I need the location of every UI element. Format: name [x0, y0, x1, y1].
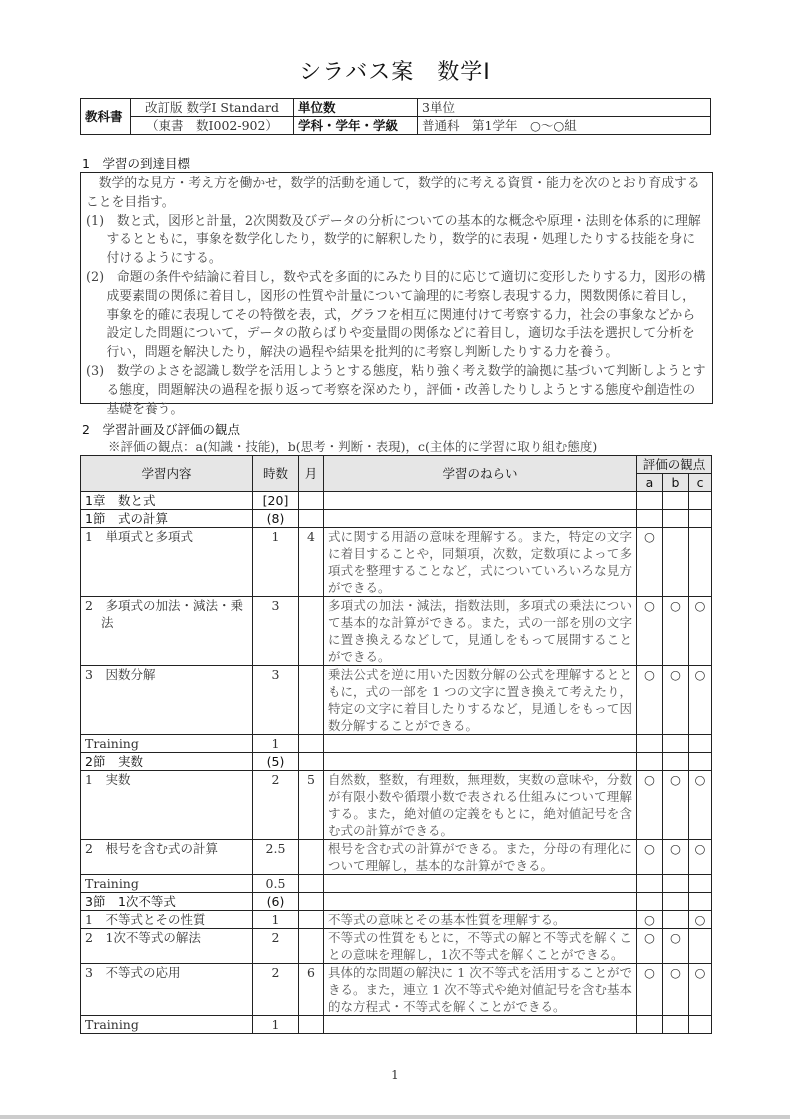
- goal-cell: [324, 875, 637, 893]
- page-edge: [0, 1115, 790, 1119]
- content-cell: 3節 1次不等式: [81, 893, 253, 911]
- eval-b-cell: ○: [663, 964, 689, 1016]
- header-eval: 評価の観点: [637, 456, 712, 474]
- eval-c-cell: ○: [689, 964, 712, 1016]
- training-row: [81, 1016, 712, 1034]
- goal-cell: 不等式の性質をもとに，不等式の解と不等式を解くことの意味を理解し，1次不等式を解くことができる。: [324, 929, 637, 964]
- section-row: [81, 492, 712, 510]
- header-month: 月: [299, 456, 324, 492]
- goal-cell: [324, 735, 637, 753]
- units-value: 3単位: [418, 99, 711, 117]
- content-cell: 1 実数: [81, 771, 253, 840]
- hours-cell: 3: [253, 666, 299, 735]
- month-cell: [299, 735, 324, 753]
- class-value: 普通科 第1学年 ○～○組: [418, 117, 711, 135]
- goal-cell: [324, 893, 637, 911]
- section-row: [81, 893, 712, 911]
- month-cell: [299, 597, 324, 666]
- goal-cell: 多項式の加法・減法，指数法則，多項式の乗法について基本的な計算ができる。また，式の一部を別の文字に置き換えるなどして，見通しをもって展開することができる。: [324, 597, 637, 666]
- eval-c-cell: [689, 492, 712, 510]
- month-cell: [299, 492, 324, 510]
- month-cell: [299, 893, 324, 911]
- class-label: 学科・学年・学級: [294, 117, 418, 135]
- eval-c-cell: [689, 875, 712, 893]
- objectives-box: [80, 172, 713, 417]
- eval-b-cell: [663, 510, 689, 528]
- goal-cell: 自然数，整数，有理数，無理数，実数の意味や，分数が有限小数や循環小数で表される仕組みについて理解する。また，絶対値の定義をもとに，絶対値記号を含む式の計算ができる。: [324, 771, 637, 840]
- goal-cell: 乗法公式を逆に用いた因数分解の公式を理解するとともに，式の一部を 1 つの文字に置き換えて考えたり，特定の文字に着目したりするなど，見通しをもって因数分解することができる。: [324, 666, 637, 735]
- hours-cell: 2: [253, 771, 299, 840]
- lesson-row: [81, 964, 712, 1016]
- eval-c-cell: [689, 735, 712, 753]
- eval-b-cell: ○: [663, 666, 689, 735]
- content-cell: 1 単項式と多項式: [81, 528, 253, 597]
- lesson-row: [81, 840, 712, 875]
- hours-cell: 3: [253, 597, 299, 666]
- eval-c-cell: ○: [689, 771, 712, 840]
- content-cell: 2 根号を含む式の計算: [81, 840, 253, 875]
- lesson-row: [81, 528, 712, 597]
- page-number: 1: [391, 1068, 399, 1082]
- goal-cell: 具体的な問題の解決に 1 次不等式を活用することができる。また，連立 1 次不等式や絶対値記号を含む基本的な方程式・不等式を解くことができる。: [324, 964, 637, 1016]
- hours-cell: 2: [253, 929, 299, 964]
- header-goal: 学習のねらい: [324, 456, 637, 492]
- eval-b-cell: ○: [663, 929, 689, 964]
- hours-cell: 2.5: [253, 840, 299, 875]
- eval-a-cell: ○: [637, 840, 663, 875]
- eval-a-cell: ○: [637, 666, 663, 735]
- goal-cell: [324, 753, 637, 771]
- content-cell: 3 不等式の応用: [81, 964, 253, 1016]
- month-cell: 5: [299, 771, 324, 840]
- month-cell: [299, 911, 324, 929]
- hours-cell: (6): [253, 893, 299, 911]
- month-cell: [299, 840, 324, 875]
- textbook-label: 教科書: [81, 99, 131, 135]
- content-cell: 2節 実数: [81, 753, 253, 771]
- header-hours: 時数: [253, 456, 299, 492]
- training-row: [81, 735, 712, 753]
- eval-b-cell: [663, 528, 689, 597]
- plan-table: [80, 455, 712, 1034]
- eval-a-cell: ○: [637, 964, 663, 1016]
- eval-a-cell: ○: [637, 771, 663, 840]
- eval-c-cell: ○: [689, 911, 712, 929]
- hours-cell: 1: [253, 1016, 299, 1034]
- lesson-row: [81, 666, 712, 735]
- eval-c-cell: [689, 1016, 712, 1034]
- eval-c-cell: [689, 929, 712, 964]
- eval-c-cell: [689, 893, 712, 911]
- eval-a-cell: [637, 1016, 663, 1034]
- eval-b-cell: ○: [663, 771, 689, 840]
- header-content: 学習内容: [81, 456, 253, 492]
- eval-c-cell: [689, 510, 712, 528]
- info-table: [80, 98, 711, 135]
- hours-cell: (8): [253, 510, 299, 528]
- month-cell: 6: [299, 964, 324, 1016]
- objectives-intro: 数学的な見方・考え方を働かせ，数学的活動を通して，数学的に考える資質・能力を次のとおり育成することを目指す。: [86, 176, 700, 210]
- eval-b-cell: [663, 911, 689, 929]
- month-cell: [299, 753, 324, 771]
- eval-c-cell: ○: [689, 840, 712, 875]
- eval-b-cell: [663, 893, 689, 911]
- section1-heading: 1 学習の到達目標: [82, 156, 190, 171]
- content-cell: Training: [81, 735, 253, 753]
- hours-cell: [20]: [253, 492, 299, 510]
- evaluation-note: ※評価の観点：a(知識・技能)，b(思考・判断・表現)，c(主体的に学習に取り組む態度): [108, 439, 598, 454]
- month-cell: [299, 1016, 324, 1034]
- eval-a-cell: [637, 875, 663, 893]
- goal-cell: 不等式の意味とその基本性質を理解する。: [324, 911, 637, 929]
- goal-cell: [324, 492, 637, 510]
- eval-a-cell: ○: [637, 929, 663, 964]
- header-b: b: [663, 474, 689, 492]
- eval-a-cell: [637, 735, 663, 753]
- hours-cell: 1: [253, 735, 299, 753]
- header-a: a: [637, 474, 663, 492]
- content-cell: 2 多項式の加法・減法・乗法: [81, 597, 253, 666]
- goal-cell: [324, 1016, 637, 1034]
- month-cell: [299, 929, 324, 964]
- lesson-row: [81, 911, 712, 929]
- section2-heading: 2 学習計画及び評価の観点: [82, 422, 240, 437]
- header-c: c: [689, 474, 712, 492]
- eval-b-cell: [663, 735, 689, 753]
- objective-item: (2) 命題の条件や結論に着目し，数や式を多面的にみたり目的に応じて適切に変形したりする力，図形の構成要素間の関係に着目し，図形の性質や計量について論理的に考察し表現する力，関数関係に着目し，事象を的確に表現してその特徴を表，式，グラフを相互に関連付けて考察する力，社会の事象などから設定した問題について，データの散らばりや変量間の関係などに着目し，適切な手法を選択して分析を行い，問題を解決したり，解決の過程や結果を批判的に考察し判断したりする力を養う。: [86, 269, 706, 361]
- lesson-row: [81, 597, 712, 666]
- content-cell: 1節 式の計算: [81, 510, 253, 528]
- eval-a-cell: [637, 510, 663, 528]
- lesson-row: [81, 929, 712, 964]
- month-cell: [299, 510, 324, 528]
- hours-cell: 0.5: [253, 875, 299, 893]
- goal-cell: [324, 510, 637, 528]
- content-cell: Training: [81, 1016, 253, 1034]
- eval-a-cell: ○: [637, 528, 663, 597]
- training-row: [81, 875, 712, 893]
- eval-c-cell: ○: [689, 666, 712, 735]
- eval-a-cell: [637, 893, 663, 911]
- units-label: 単位数: [294, 99, 418, 117]
- content-cell: 1 不等式とその性質: [81, 911, 253, 929]
- eval-a-cell: [637, 753, 663, 771]
- eval-a-cell: ○: [637, 911, 663, 929]
- eval-c-cell: [689, 528, 712, 597]
- eval-a-cell: [637, 492, 663, 510]
- hours-cell: 2: [253, 964, 299, 1016]
- month-cell: 4: [299, 528, 324, 597]
- goal-cell: 根号を含む式の計算ができる。また，分母の有理化について理解し，基本的な計算ができる。: [324, 840, 637, 875]
- month-cell: [299, 875, 324, 893]
- content-cell: 3 因数分解: [81, 666, 253, 735]
- goal-cell: 式に関する用語の意味を理解する。また，特定の文字に着目することや，同類項，次数，定数項によって多項式を整理することなど，式についていろいろな見方ができる。: [324, 528, 637, 597]
- objective-item: (1) 数と式，図形と計量，2次関数及びデータの分析についての基本的な概念や原理・法則を体系的に理解するとともに，事象を数学化したり，数学的に解釈したり，数学的に表現・処理したりする技能を身に付けるようにする。: [86, 213, 701, 267]
- eval-b-cell: [663, 753, 689, 771]
- eval-b-cell: ○: [663, 597, 689, 666]
- eval-b-cell: [663, 492, 689, 510]
- textbook-name: 改訂版 数学Ⅰ Standard: [131, 99, 294, 117]
- eval-c-cell: [689, 753, 712, 771]
- content-cell: Training: [81, 875, 253, 893]
- content-cell: 2 1次不等式の解法: [81, 929, 253, 964]
- section-row: [81, 753, 712, 771]
- eval-b-cell: [663, 875, 689, 893]
- eval-a-cell: ○: [637, 597, 663, 666]
- lesson-row: [81, 771, 712, 840]
- hours-cell: (5): [253, 753, 299, 771]
- section-row: [81, 510, 712, 528]
- hours-cell: 1: [253, 911, 299, 929]
- objective-item: (3) 数学のよさを認識し数学を活用しようとする態度，粘り強く考え数学的論拠に基づいて判断しようとする態度，問題解決の過程を振り返って考察を深めたり，評価・改善したりしようとする態度や創造性の基礎を養う。: [86, 363, 706, 417]
- eval-c-cell: ○: [689, 597, 712, 666]
- month-cell: [299, 666, 324, 735]
- eval-b-cell: ○: [663, 840, 689, 875]
- page-title: シラバス案 数学Ⅰ: [299, 60, 491, 85]
- content-cell: 1章 数と式: [81, 492, 253, 510]
- hours-cell: 1: [253, 528, 299, 597]
- eval-b-cell: [663, 1016, 689, 1034]
- textbook-code: （東書 数Ⅰ002-902）: [131, 117, 294, 135]
